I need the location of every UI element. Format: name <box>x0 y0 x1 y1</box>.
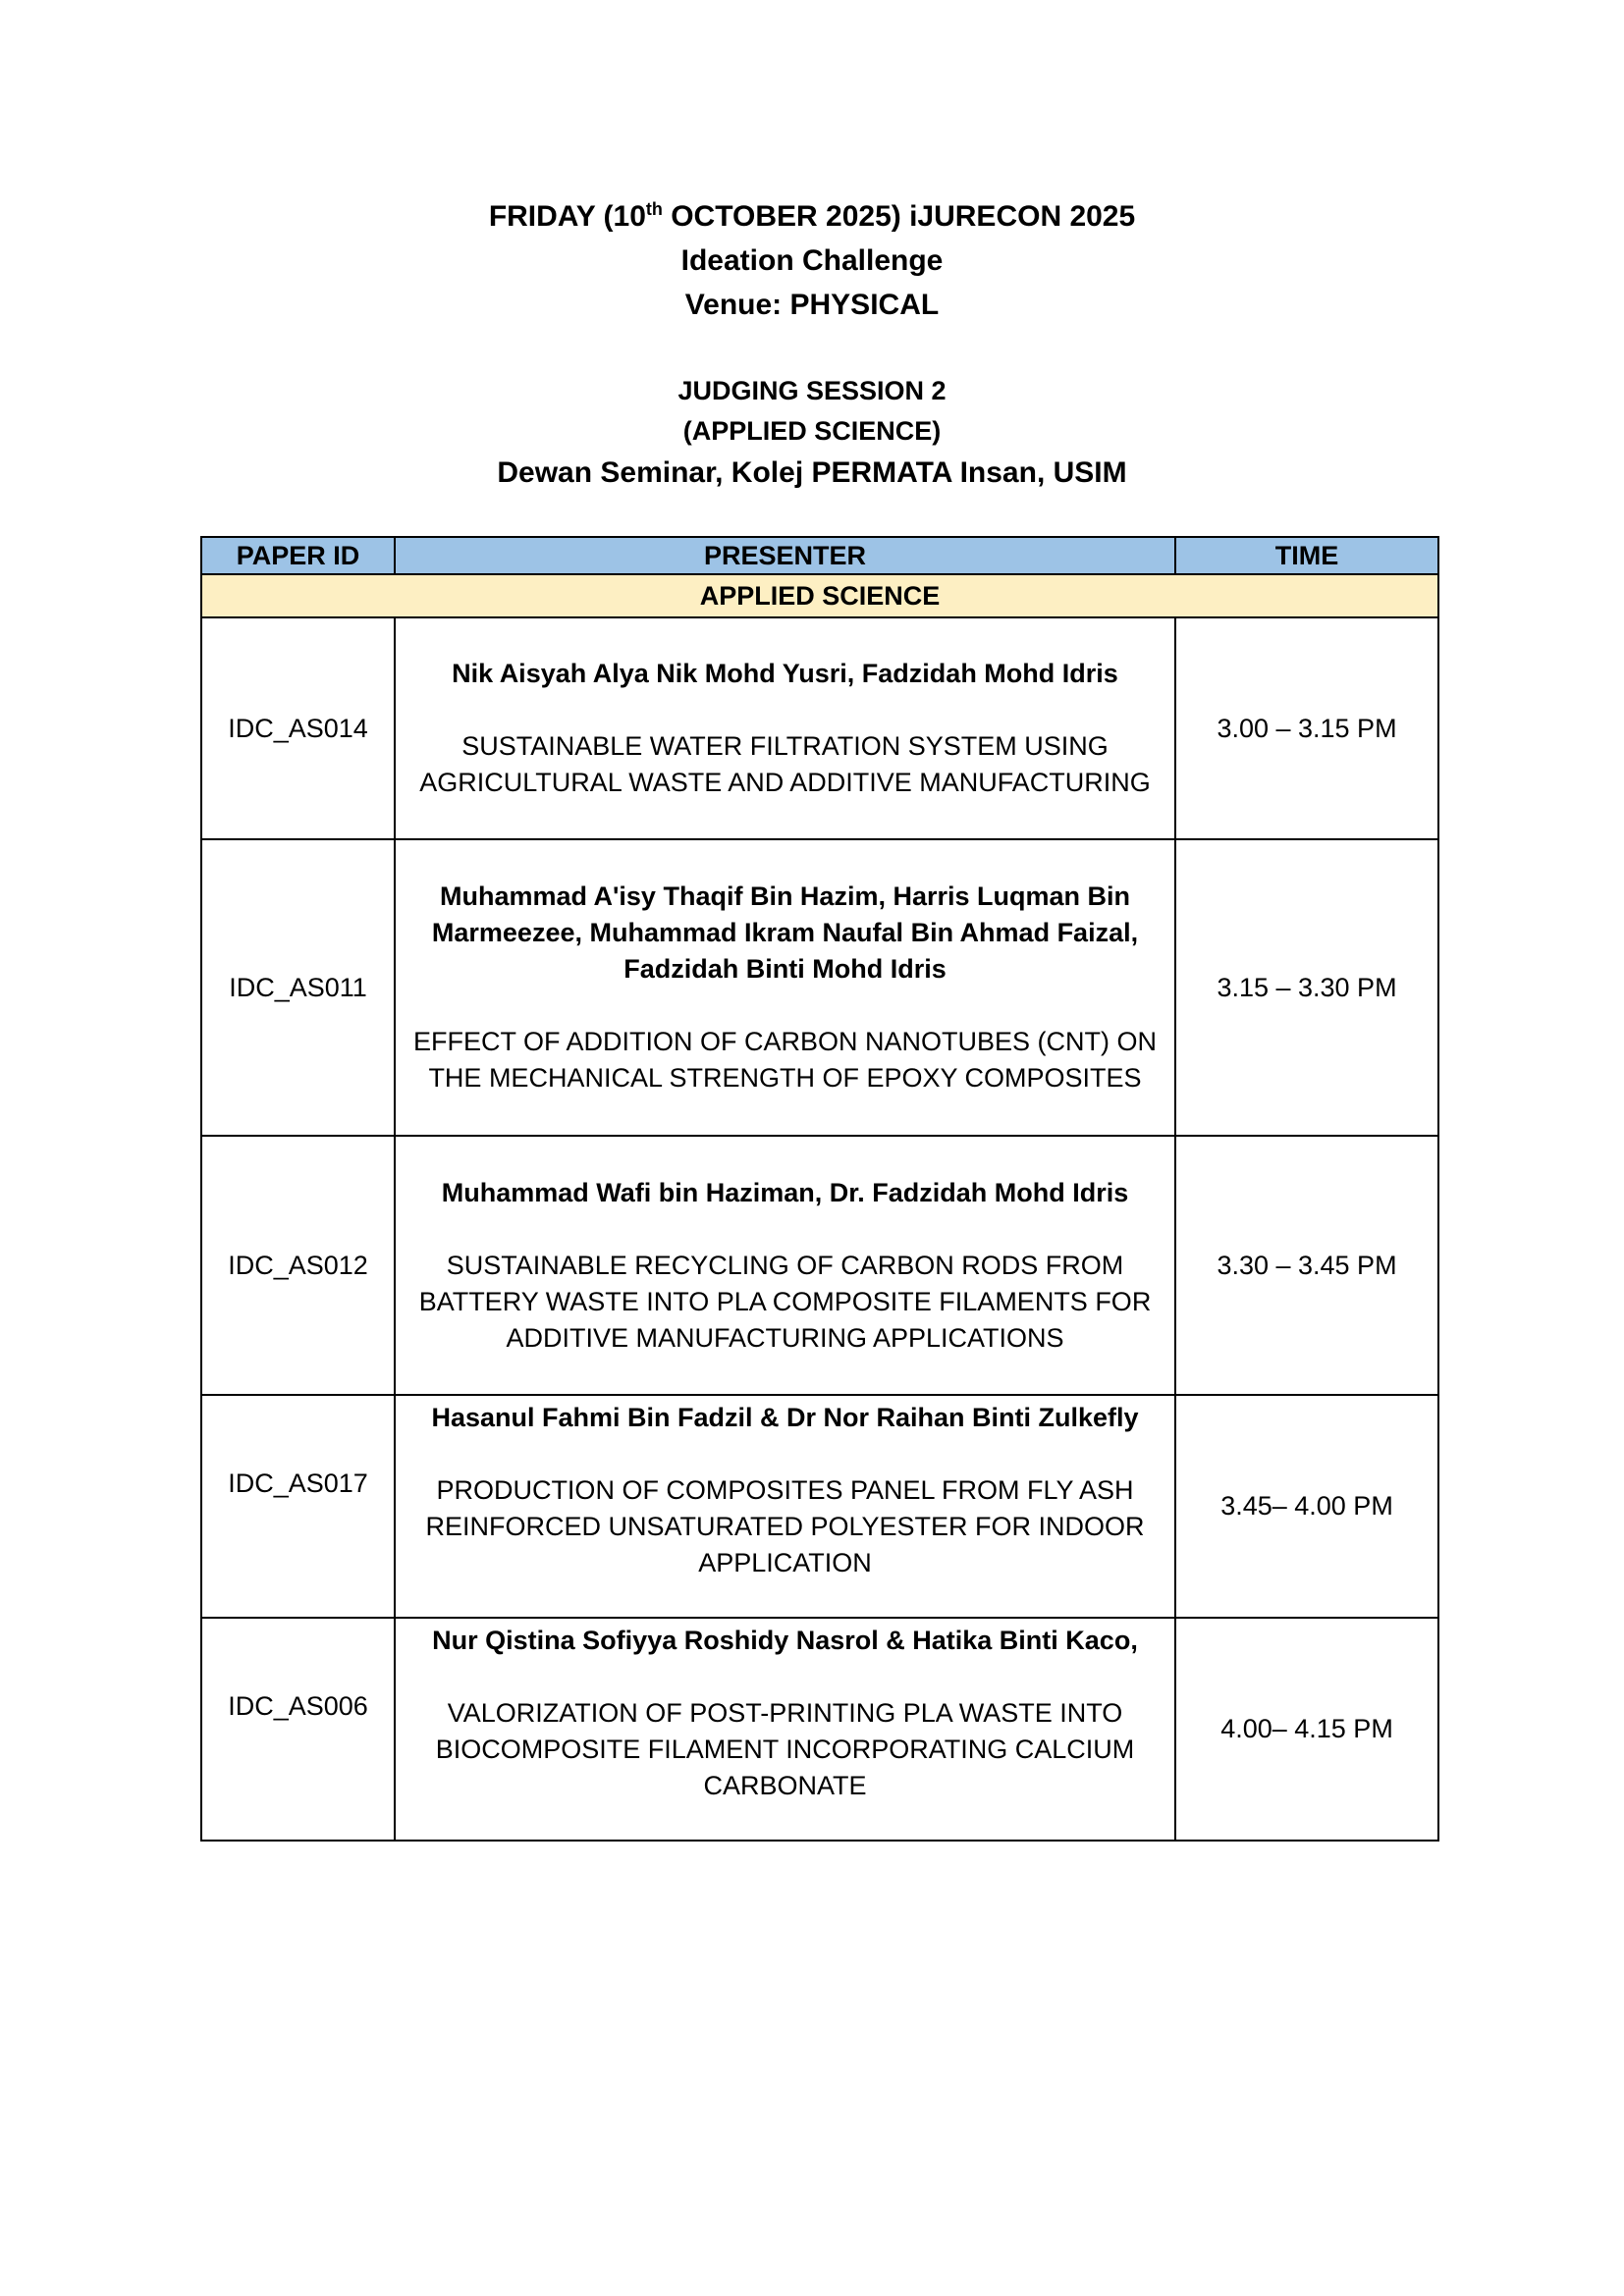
paper-id-cell: IDC_AS014 <box>201 617 395 839</box>
paper-id-cell: IDC_AS011 <box>201 839 395 1136</box>
paper-id-cell: IDC_AS006 <box>201 1618 395 1841</box>
event-date-title <box>0 200 1624 234</box>
time-cell: 3.45– 4.00 PM <box>1175 1395 1438 1618</box>
session-title: JUDGING SESSION 2 <box>677 376 947 405</box>
column-header-presenter: PRESENTER <box>395 537 1175 574</box>
table-row <box>201 617 1438 839</box>
presenter-names: Nur Qistina Sofiyya Roshidy Nasrol & Hatika Binti Kaco, <box>432 1626 1138 1655</box>
category-label: APPLIED SCIENCE <box>201 574 1438 617</box>
table-row <box>201 839 1438 1136</box>
presenter-names: Muhammad A'isy Thaqif Bin Hazim, Harris Luqman Bin Marmeezee, Muhammad Ikram Naufal Bin Ahmad Faizal, Fadzidah Binti Mohd Idris <box>431 881 1139 984</box>
event-date-sup: th <box>645 199 663 219</box>
time-cell: 3.30 – 3.45 PM <box>1175 1136 1438 1395</box>
schedule-table <box>200 536 1439 1842</box>
time-cell: 4.00– 4.15 PM <box>1175 1618 1438 1841</box>
paper-title: EFFECT OF ADDITION OF CARBON NANOTUBES (CNT) ON THE MECHANICAL STRENGTH OF EPOXY COMPOSITES <box>412 1027 1158 1093</box>
table-row <box>201 1618 1438 1841</box>
presenter-cell <box>395 617 1175 839</box>
event-subtitle: Ideation Challenge <box>680 244 944 277</box>
paper-title: PRODUCTION OF COMPOSITES PANEL FROM FLY ASH REINFORCED UNSATURATED POLYESTER FOR INDOOR APPLICATION <box>425 1475 1145 1577</box>
column-header-time: TIME <box>1175 537 1438 574</box>
column-header-paper-id: PAPER ID <box>201 537 395 574</box>
table-header-row <box>201 537 1438 574</box>
presenter-cell <box>395 1136 1175 1395</box>
table-row <box>201 1395 1438 1618</box>
session-category: (APPLIED SCIENCE) <box>682 416 942 446</box>
event-date-suffix: OCTOBER 2025) iJURECON 2025 <box>662 200 1136 233</box>
paper-title: SUSTAINABLE WATER FILTRATION SYSTEM USING AGRICULTURAL WASTE AND ADDITIVE MANUFACTURING <box>419 731 1151 797</box>
presenter-cell <box>395 1618 1175 1841</box>
paper-id-cell: IDC_AS017 <box>201 1395 395 1618</box>
paper-id-cell: IDC_AS012 <box>201 1136 395 1395</box>
paper-title: VALORIZATION OF POST-PRINTING PLA WASTE INTO BIOCOMPOSITE FILAMENT INCORPORATING CALCIUM CARBONATE <box>435 1698 1135 1800</box>
presenter-names: Muhammad Wafi bin Haziman, Dr. Fadzidah Mohd Idris <box>441 1177 1129 1207</box>
presenter-cell <box>395 1395 1175 1618</box>
time-cell: 3.15 – 3.30 PM <box>1175 839 1438 1136</box>
session-location: Dewan Seminar, Kolej PERMATA Insan, USIM <box>497 456 1127 489</box>
venue: Venue: PHYSICAL <box>684 289 940 321</box>
event-date-prefix: FRIDAY (10 <box>488 200 646 233</box>
time-cell: 3.00 – 3.15 PM <box>1175 617 1438 839</box>
paper-title: SUSTAINABLE RECYCLING OF CARBON RODS FROM BATTERY WASTE INTO PLA COMPOSITE FILAMENTS FOR ADDITIVE MANUFACTURING APPLICATIONS <box>418 1250 1152 1353</box>
presenter-names: Nik Aisyah Alya Nik Mohd Yusri, Fadzidah Mohd Idris <box>452 659 1118 688</box>
presenter-names: Hasanul Fahmi Bin Fadzil & Dr Nor Raihan Binti Zulkefly <box>431 1403 1139 1432</box>
table-row <box>201 1136 1438 1395</box>
category-row <box>201 574 1438 617</box>
presenter-cell <box>395 839 1175 1136</box>
